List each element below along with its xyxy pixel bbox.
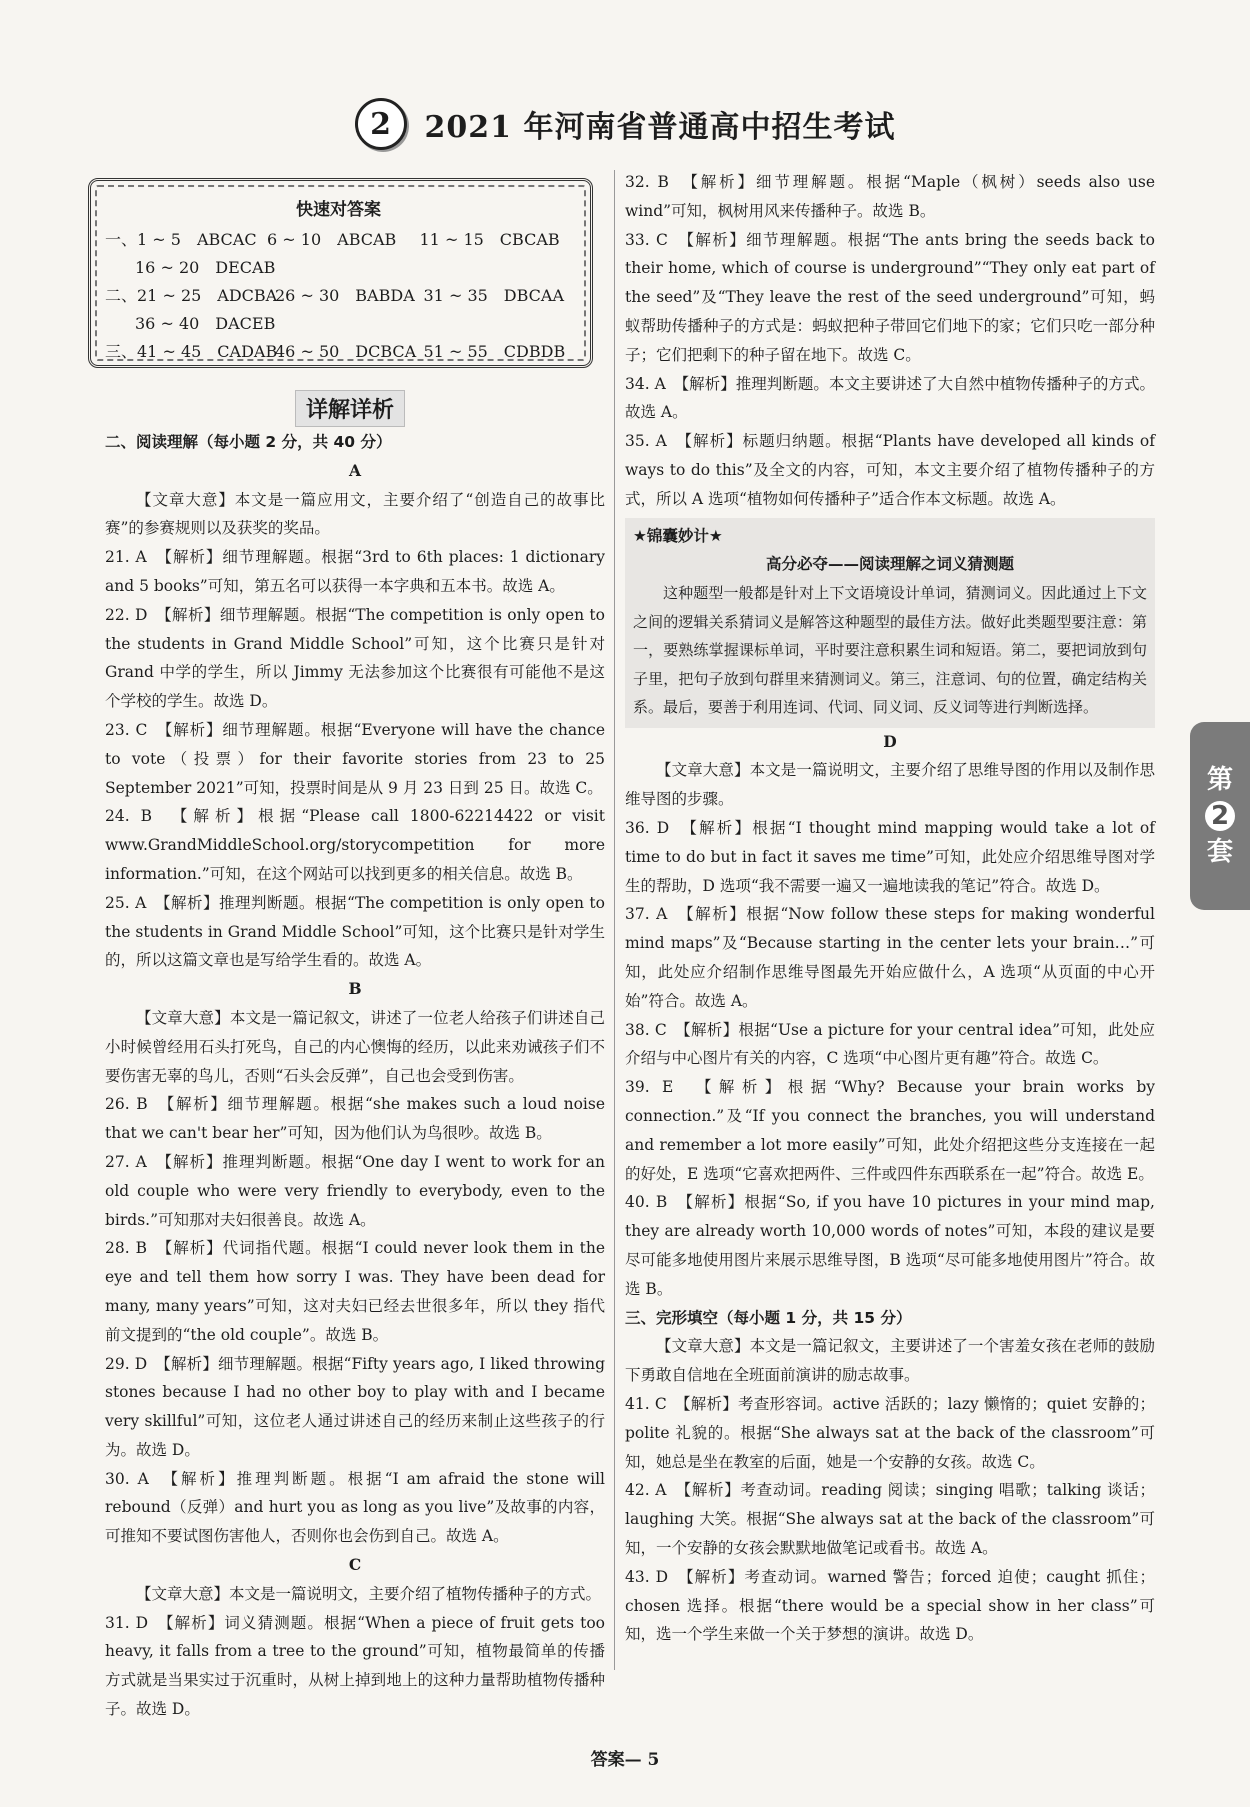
- quick-answer-cell: 二、21 ~ 25 ADCBA: [105, 286, 278, 305]
- answer-explanation: 42. A 【解析】考查动词。reading 阅读；singing 唱歌；talking 谈话；laughing 大笑。根据“She always sat at the back of the classroom”可知，一个安静的女孩会默默地做笔记或看书。故选 A。: [625, 1481, 1155, 1557]
- quick-answer-cell: 一、1 ~ 5 ABCAC: [105, 230, 257, 249]
- answer-explanation: 36. D 【解析】根据“I thought mind mapping would take a lot of time to do but in fact it saves me time”可知，此处应介绍思维导图对学生的帮助，D 选项“我不需要一遍又一遍地读我的笔记”符合。故选 D。: [625, 819, 1155, 895]
- section-title: 三、完形填空（每小题 1 分，共 15 分）: [625, 1308, 912, 1327]
- answer-explanation: 28. B 【解析】代词指代题。根据“I could never look them in the eye and tell them how sorry I was. They have been dead for many, many years”可知，这对夫妇已经去世很多年，所以 they 指代前文提到的“the old couple”。故选 B。: [105, 1239, 605, 1344]
- quick-answer-cell: 16 ~ 20 DECAB: [135, 258, 276, 277]
- passage-summary: 【文章大意】本文是一篇说明文，主要介绍了植物传播种子的方式。: [136, 1584, 602, 1603]
- detail-heading: 详解详析: [295, 390, 405, 427]
- passage-label: D: [883, 731, 897, 751]
- answer-explanation: 21. A 【解析】细节理解题。根据“3rd to 6th places: 1 dictionary and 5 books”可知，第五名可以获得一本字典和五本书。故选 A。: [105, 548, 605, 595]
- answer-explanation: 25. A 【解析】推理判断题。根据“The competition is only open to the students in Grand Middle School”可知，这个比赛只是针对学生的，所以这篇文章也是写给学生看的。故选 A。: [105, 893, 605, 970]
- answer-explanation: 29. D 【解析】细节理解题。根据“Fifty years ago, I liked throwing stones because I had no other boy to play with and I became very skillful”可知，这位老人通过讲述自己的经历来制止这些孩子的行为。故选 D。: [105, 1354, 605, 1459]
- set-number-badge: 2: [355, 98, 407, 150]
- quick-answer-cell: 31 ~ 35 DBCAA: [423, 286, 565, 305]
- answer-explanation: 41. C 【解析】考查形容词。active 活跃的；lazy 懒惰的；quiet 安静的；polite 礼貌的。根据“She always sat at the back of the classroom”可知，她总是坐在教室的后面，她是一个安静的女孩。故选 C。: [625, 1394, 1155, 1471]
- quick-answer-cell: 51 ~ 55 CDBDB: [423, 342, 566, 361]
- side-tab-suffix: 套: [1206, 837, 1233, 867]
- right-column-bottom: [625, 728, 1155, 1650]
- left-column: [105, 428, 605, 1724]
- answer-explanation: 38. C 【解析】根据“Use a picture for your central idea”可知，此处应介绍与中心图片有关的内容，C 选项“中心图片更有趣”符合。故选 C。: [625, 1020, 1155, 1068]
- quick-answer-cell: 11 ~ 15 CBCAB: [419, 230, 560, 249]
- section-title: 二、阅读理解（每小题 2 分，共 40 分）: [105, 433, 392, 451]
- column-divider: [614, 170, 615, 1670]
- tip-body: 这种题型一般都是针对上下文语境设计单词，猜测词义。因此通过上下文之间的逻辑关系猜词义是解答这种题型的最佳方法。做好此类题型要注意：第一，要熟练掌握课标单词，平时要注意积累生词和短语。第二，要把词放到句子里，把句子放到句群里来猜测词义。第三，注意词、句的位置，确定结构关系。最后，要善于利用连词、代词、同义词、反义词等进行判断选择。: [633, 584, 1147, 717]
- answer-explanation: 43. D 【解析】考查动词。warned 警告；forced 迫使；caught 抓住；chosen 选择。根据“there would be a special show in her class”可知，选一个学生来做一个关于梦想的演讲。故选 D。: [625, 1567, 1155, 1644]
- side-tab-prefix: 第: [1206, 765, 1233, 795]
- passage-summary: 【文章大意】本文是一篇说明文，主要介绍了思维导图的作用以及制作思维导图的步骤。: [625, 761, 1155, 809]
- answer-explanation: 27. A 【解析】推理判断题。根据“One day I went to work for an old couple who were very friendly to everybody, even to the birds.”可知那对夫妇很善良。故选 A。: [105, 1152, 605, 1229]
- quick-answer-title: 快速对答案: [296, 200, 381, 220]
- page-footer: 答案— 5: [590, 1750, 660, 1770]
- answer-explanation: 37. A 【解析】根据“Now follow these steps for making wonderful mind maps”及“Because starting in the center lets your brain…”可知，此处应介绍制作思维导图最先开始应做什么，A 选项“从页面的中心开始”符合。故选 A。: [625, 905, 1155, 1010]
- answer-explanation: 24. B 【解析】根据“Please call 1800-62214422 or visit www.GrandMiddleSchool.org/storycompetition for more information.”可知，在这个网站可以找到更多的相关信息。故选 B。: [105, 807, 605, 883]
- answer-explanation: 40. B 【解析】根据“So, if you have 10 pictures in your mind map, they are already worth 10,000 words of notes”可知，本段的建议是要尽可能多地使用图片来展示思维导图，B 选项“尽可能多地使用图片”符合。故选 B。: [625, 1193, 1155, 1298]
- answer-explanation: 26. B 【解析】细节理解题。根据“she makes such a loud noise that we can't bear her”可知，因为他们认为鸟很吵。故选 B。: [105, 1095, 605, 1143]
- passage-summary: 【文章大意】本文是一篇记叙文，主要讲述了一个害羞女孩在老师的鼓励下勇敢自信地在全班面前演讲的励志故事。: [625, 1337, 1155, 1385]
- tip-subtitle: 高分必夺——阅读理解之词义猜测题: [765, 555, 1014, 574]
- passage-label: B: [348, 979, 362, 999]
- passage-label: A: [348, 460, 362, 480]
- quick-answer-row: [105, 310, 572, 338]
- answer-explanation: 33. C 【解析】细节理解题。根据“The ants bring the seeds back to their home, which of course is underground”“They only eat part of the seed”及“They leave the rest of the seed underground”可知，蚂蚁帮助传播种子的方式是：蚂蚁把种子带回它们地下的家；它们只吃一部分种子；它们把剩下的种子留在地下。故选 C。: [625, 230, 1155, 364]
- tip-head: ★锦囊妙计★: [633, 526, 723, 545]
- passage-summary: 【文章大意】本文是一篇应用文，主要介绍了“创造自己的故事比赛”的参赛规则以及获奖的奖品。: [105, 490, 605, 538]
- right-column: [625, 168, 1155, 1649]
- answer-explanation: 22. D 【解析】细节理解题。根据“The competition is only open to the students in Grand Middle School”可知，这个比赛只是针对 Grand 中学的学生，所以 Jimmy 无法参加这个比赛很有可能他不是这个学校的学生。故选 D。: [105, 605, 605, 711]
- side-tab: [1190, 722, 1250, 910]
- answer-explanation: 23. C 【解析】细节理解题。根据“Everyone will have the chance to vote（投票）for their favorite stories from 23 to 25 September 2021”可知，投票时间是从 9 月 23 日到 25 日。故选 C。: [105, 720, 605, 797]
- side-tab-number: 2: [1205, 801, 1235, 831]
- passage-summary: 【文章大意】本文是一篇记叙文，讲述了一位老人给孩子们讲述自己小时候曾经用石头打死鸟，自己的内心懊悔的经历，以此来劝诫孩子们不要伤害无辜的鸟儿，否则“石头会反弹”，自己也会受到伤害。: [105, 1008, 605, 1085]
- quick-answer-row: [105, 254, 572, 282]
- quick-answer-row: [105, 338, 572, 366]
- tip-box: [625, 518, 1155, 728]
- page-title: 2021 年河南省普通高中招生考试: [424, 110, 896, 145]
- quick-answer-cell: 三、41 ~ 45 CADAB: [105, 342, 278, 361]
- answer-explanation: 35. A 【解析】标题归纳题。根据“Plants have developed all kinds of ways to do this”及全文的内容，可知，本文主要介绍了植物传播种子的方式，所以 A 选项“植物如何传播种子”适合作本文标题。故选 A。: [625, 432, 1155, 508]
- answer-explanation: 31. D 【解析】词义猜测题。根据“When a piece of fruit gets too heavy, it falls from a tree to the ground”可知，植物最简单的传播方式就是当果实过于沉重时，从树上掉到地上的这种力量帮助植物传播种子。故选 D。: [105, 1613, 605, 1719]
- page-header: [0, 98, 1250, 150]
- right-column-top: [625, 168, 1155, 514]
- quick-answer-row: [105, 282, 572, 310]
- answer-explanation: 39. E 【解析】根据“Why? Because your brain works by connection.”及“If you connect the branches, you will understand and remember a lot more easily”可知，此处介绍把这些分支连接在一起的好处，E 选项“它喜欢把两件、三件或四件东西联系在一起”符合。故选 E。: [625, 1078, 1155, 1183]
- quick-answer-box: [88, 178, 593, 368]
- answer-explanation: 30. A 【解析】推理判断题。根据“I am afraid the stone will rebound（反弹）and hurt you as long as you live”及故事的内容，可推知不要试图伤害他人，否则你也会伤到自己。故选 A。: [105, 1469, 605, 1546]
- passage-label: C: [348, 1555, 362, 1575]
- answer-explanation: 32. B 【解析】细节理解题。根据“Maple（枫树）seeds also use wind”可知，枫树用风来传播种子。故选 B。: [625, 173, 1155, 220]
- quick-answer-rows: [105, 226, 572, 366]
- quick-answer-row: [105, 226, 572, 254]
- answer-explanation: 34. A 【解析】推理判断题。本文主要讲述了大自然中植物传播种子的方式。故选 A。: [625, 374, 1155, 422]
- quick-answer-cell: 6 ~ 10 ABCAB: [267, 230, 397, 249]
- quick-answer-cell: 46 ~ 50 DCBCA: [275, 342, 417, 361]
- quick-answer-cell: 36 ~ 40 DACEB: [135, 314, 276, 333]
- quick-answer-cell: 26 ~ 30 BABDA: [275, 286, 415, 305]
